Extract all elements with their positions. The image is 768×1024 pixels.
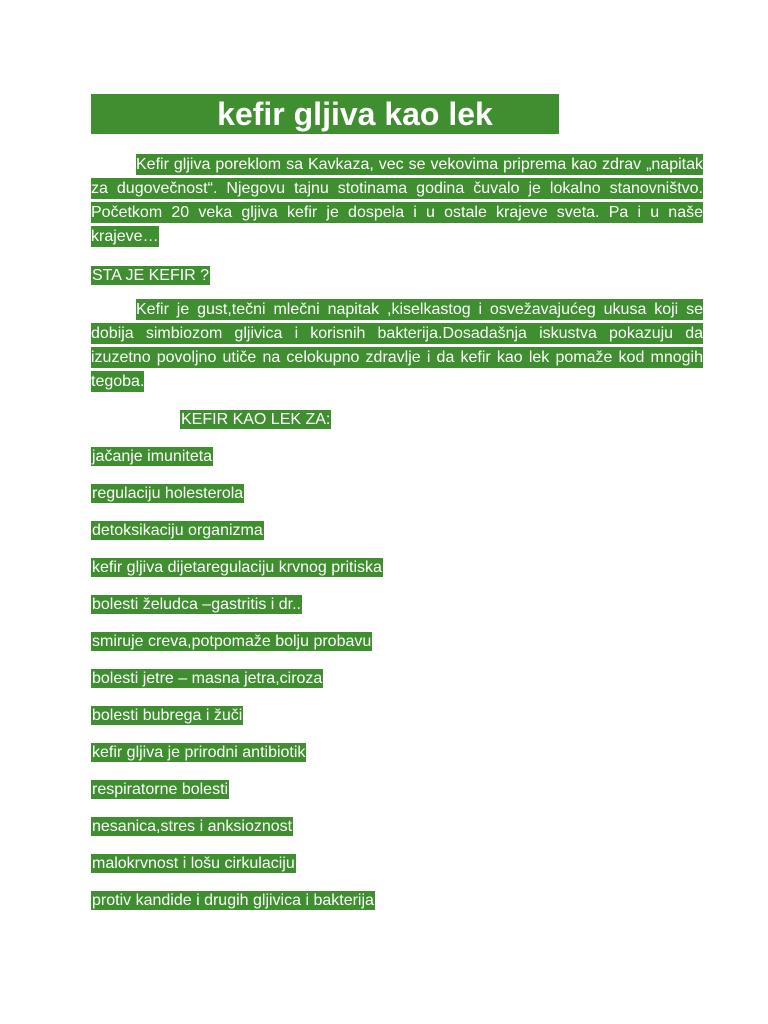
description-text: Kefir je gust,tečni mlečni napitak ,kiselkastog i osvežavajućeg ukusa koji se dobija simbiozom gljivica i korisnih bakterija.Dosadašnja iskustva pokazuju da izuzetno povoljno utiče na celokupno zdravlje i da kefir kao lek pomaže kod mnogih tegoba. xyxy=(91,301,703,390)
section-heading: STA JE KEFIR ? xyxy=(92,267,210,284)
list-item: regulaciju holesterola xyxy=(92,485,244,502)
list-item: bolesti jetre – masna jetra,ciroza xyxy=(92,670,323,687)
list-heading: KEFIR KAO LEK ZA: xyxy=(181,411,331,428)
list-item: respiratorne bolesti xyxy=(92,781,229,798)
list-item: jačanje imuniteta xyxy=(92,448,213,465)
page-title: kefir gljiva kao lek xyxy=(217,95,493,132)
list-heading-row xyxy=(180,408,331,432)
list-item: kefir gljiva je prirodni antibiotik xyxy=(92,744,306,761)
list-item: bolesti želudca –gastritis i dr.. xyxy=(92,596,301,613)
list-item: bolesti bubrega i žuči xyxy=(92,707,243,724)
title-banner xyxy=(91,94,559,134)
intro-paragraph xyxy=(91,153,703,249)
intro-text: Kefir gljiva poreklom sa Kavkaza, vec se vekovima priprema kao zdrav „napitak za dugovečnost“. Njegovu tajnu stotinama godina čuvalo je lokalno stanovništvo. Početkom 20 veka gljiva kefir je dospela i u ostale krajeve sveta. Pa i u naše krajeve… xyxy=(91,156,703,245)
list-item: kefir gljiva dijetaregulaciju krvnog pritiska xyxy=(92,559,382,576)
list-item: detoksikaciju organizma xyxy=(92,522,263,539)
list-item: protiv kandide i drugih gljivica i bakterija xyxy=(92,892,374,909)
list-item: nesanica,stres i anksioznost xyxy=(92,818,293,835)
section-heading-row xyxy=(91,264,210,288)
description-paragraph xyxy=(91,298,703,394)
list-item: smiruje creva,potpomaže bolju probavu xyxy=(92,633,372,650)
benefits-list xyxy=(91,445,383,926)
list-item: malokrvnost i lošu cirkulaciju xyxy=(92,855,295,872)
